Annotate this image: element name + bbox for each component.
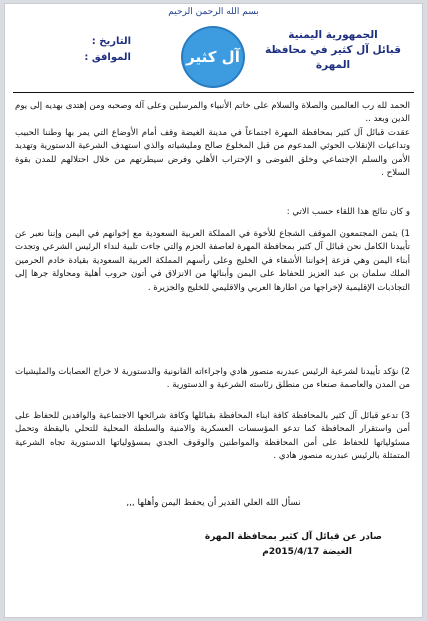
letterhead-date-block (21, 34, 131, 66)
tribe-logo-text: آل كثير (186, 48, 240, 66)
resolution-item-3: 3) تدعو قبائل آل كثير بالمحافظة كافة ابناء المحافظة بقبائلها وكافة شرائحها الاجتماعية والوافدين للحفاظ على أمن واستقرار المحافظة كما تدعو المؤسسات العسكرية والامنية والسلطة المحلية للتحلي باليقظة وتحمل مسئولياتها للحفاظ على أمن المحافظة والمواطنين والوقوف الجدي بمسؤولياتها الدستورية تجاه الشرعية المتمثلة بالرئيس عبدربه منصور هادي . (15, 411, 410, 462)
intro-paragraph (15, 100, 410, 180)
corresponding-label: الموافق : (84, 52, 131, 63)
letter-page (4, 3, 423, 618)
results-heading: و كان نتائج هذا اللقاء حسب الاتي : (286, 207, 410, 217)
header-divider (13, 92, 414, 93)
tribes-name: قبائل آل كثير في محافظة المهرة (265, 44, 401, 71)
place-date: الغيضة 2015/4/17م (262, 547, 352, 557)
tribe-logo (181, 26, 245, 88)
intro-context: عقدت قبائل آل كثير بمحافظة المهرة اجتماعاً في مدينة الغيضة وقف أمام الأوضاع التي يمر بها وطننا الحبيب وتداعيات الإنقلاب الحوثي المدعوم من قبل المخلوع صالح ومليشياته والذي استهدف الشرعية الدستورية وتهديد الأمن والسلم الإجتماعي وخلق الفوضى و الإحتراب الأهلي وفرض سيطرتهم من خلال احتلالهم للمدن بقوة السلاح . (15, 127, 410, 179)
signature-block (182, 530, 382, 560)
resolution-item-2: 2) نؤكد تأييدنا لشرعية الرئيس عبدربه منصور هادي واجراءاته القانونية والدستورية لا خراج العصابات والمليشيات من المدن والعاصمة صنعاء من منطلق رئاسته الشرعية و الدستورية . (15, 367, 410, 391)
closing-prayer: نسأل الله العلي القدير أن يحفظ اليمن وأهلها ,,, (126, 498, 301, 508)
basmala: بسم الله الرحمن الرحيم (168, 7, 259, 17)
republic-name: الجمهورية اليمنية (288, 29, 378, 41)
intro-greeting: الحمد لله رب العالمين والصلاة والسلام على خاتم الأنبياء والمرسلين وعلى آله وصحبه ومن إهتدى بهديه إلى يوم الدين وبعد .. (15, 101, 410, 125)
resolution-item-1: 1) يثمن المجتمعون الموقف الشجاع للأخوة في المملكة العربية السعودية مع إخوانهم في اليمن وإننا نعبر عن تأييدنا الكامل نحن قبائل آل كثير بمحافظة المهرة لعاصفة الحزم والتي جاءت تلبية لنداء الرئيس الشرعي وتجدت أبناء اليمن وهي فزعة إخواننا الأشقاء في الخليج وعلى رأسهم المملكة العربية السعودية بقيادة خادم الحرمين الملك سلمان بن عبد العزيز للحفاظ على اليمن وأبنائها من الانزلاق في أتون حروب أهلية ومحاولة جرها إلى التجاذبات الإقليمية لإخراجها من اطارها العربي والاقليمي للخليج والجزيرة . (15, 229, 410, 293)
date-label: التاريخ : (91, 36, 131, 47)
issued-by: صادر عن قبائل آل كثير بمحافظة المهرة (204, 532, 382, 542)
letterhead-title (258, 28, 408, 73)
